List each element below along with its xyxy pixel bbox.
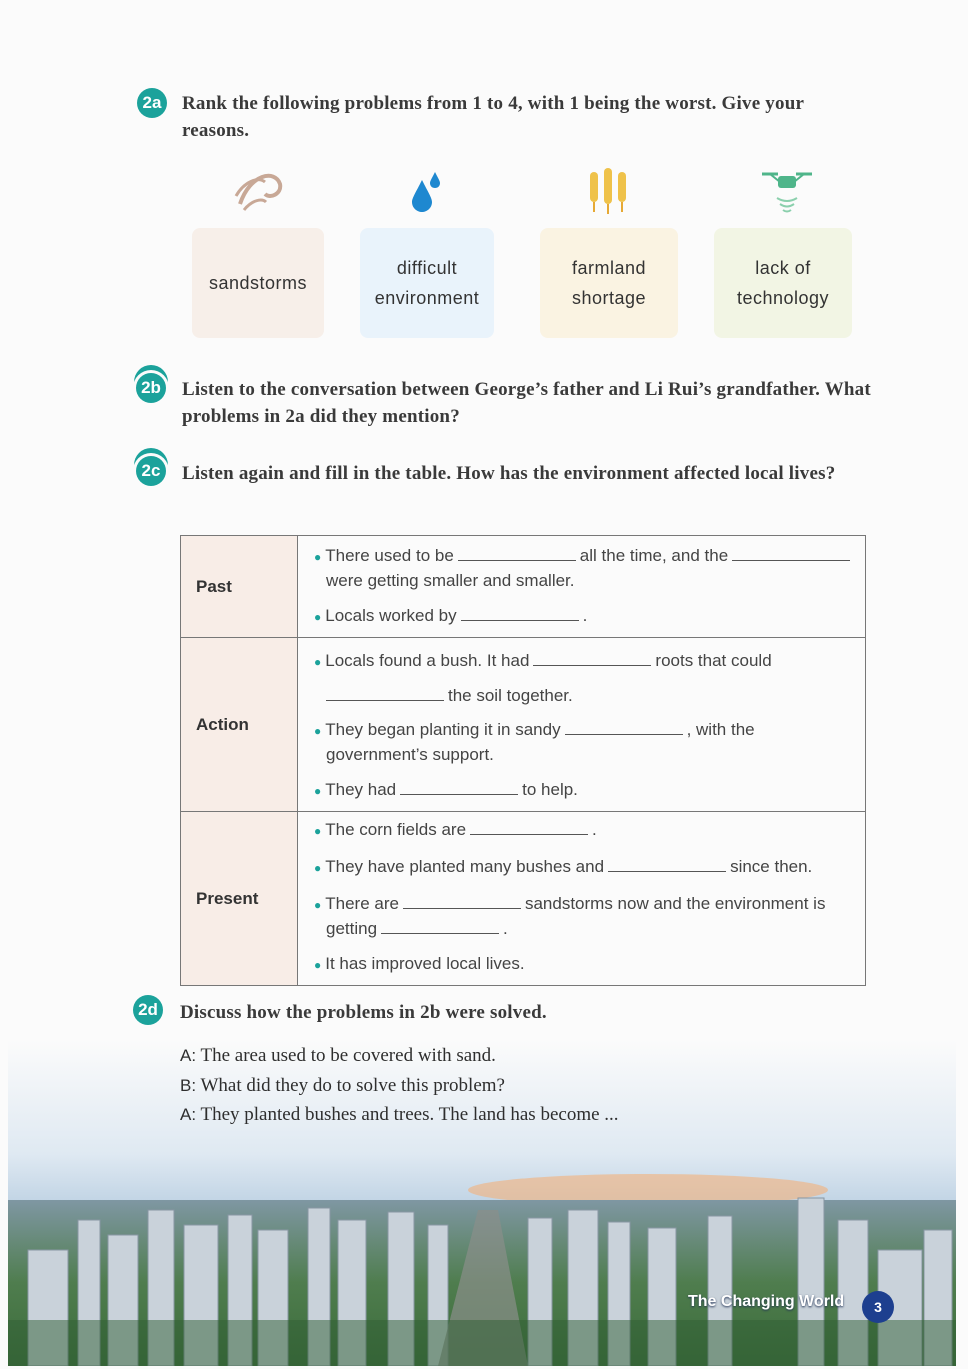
answer-blank[interactable]: [400, 780, 518, 795]
instruction-2c: Listen again and fill in the table. How has the environment affected local lives?: [182, 463, 836, 484]
problem-card-label: lack of technology: [736, 258, 830, 308]
answer-blank[interactable]: [461, 606, 579, 621]
answer-blank[interactable]: [403, 894, 521, 909]
table-line: ● Locals worked by .: [314, 606, 588, 625]
answer-blank[interactable]: [470, 820, 588, 835]
table-row-present: [181, 812, 866, 986]
instruction-2b: Listen to the conversation between George’s father and Li Rui’s grandfather. What problems in 2a did they mention?: [182, 379, 871, 427]
table-line: ● They began planting it in sandy , with the government’s support.: [314, 720, 755, 764]
instruction-2d: Discuss how the problems in 2b were solved.: [180, 1002, 547, 1023]
row-content: [298, 638, 866, 812]
wheat-icon: [585, 166, 631, 214]
answer-blank[interactable]: [381, 919, 499, 934]
drone-icon: [758, 168, 816, 216]
dialogue-line: A: They planted bushes and trees. The land has become ...: [180, 1104, 619, 1125]
section-badge-2c: 2c: [136, 456, 166, 486]
table-line: ● There are sandstorms now and the environment is getting .: [314, 894, 826, 938]
speaker: B:: [180, 1076, 197, 1095]
row-content: [298, 536, 866, 638]
answer-blank[interactable]: [608, 857, 726, 872]
row-header: Action: [181, 638, 298, 812]
speaker: A:: [180, 1046, 197, 1065]
problem-card-sandstorms: [192, 228, 324, 338]
speaker: A:: [180, 1105, 197, 1124]
section-badge-2a: 2a: [137, 88, 167, 118]
problem-card-lack-of-technology: [714, 228, 852, 338]
table-line: ● Locals found a bush. It had roots that could the soil together.: [314, 651, 772, 705]
table-row-past: [181, 536, 866, 638]
dialogue-line: A: The area used to be covered with sand.: [180, 1045, 496, 1066]
table-line: ● They had to help.: [314, 780, 578, 799]
table-line: ● The corn fields are .: [314, 820, 597, 839]
instruction-2a: Rank the following problems from 1 to 4, with 1 being the worst. Give your reasons.: [182, 93, 804, 141]
unit-title: The Changing World: [688, 1293, 845, 1310]
page-number: 3: [862, 1291, 894, 1323]
problem-card-difficult-environment: [360, 228, 494, 338]
answer-blank[interactable]: [326, 686, 444, 701]
fill-in-table: [180, 535, 866, 986]
table-line: ● There used to be all the time, and the were getting smaller and smaller.: [298, 544, 855, 592]
water-drop-icon: [408, 168, 444, 214]
table-line: ● It has improved local lives.: [314, 954, 525, 973]
wind-icon: [230, 164, 290, 214]
problem-card-label: difficult environment: [374, 258, 480, 308]
answer-blank[interactable]: [533, 651, 651, 666]
row-content: [298, 812, 866, 986]
problem-card-farmland-shortage: [540, 228, 678, 338]
problem-card-label: farmland shortage: [571, 258, 647, 308]
section-badge-2b: 2b: [136, 373, 166, 403]
row-header: Past: [181, 536, 298, 638]
row-header: Present: [181, 812, 298, 986]
answer-blank[interactable]: [732, 546, 850, 561]
table-row-action: [181, 638, 866, 812]
table-line: ● They have planted many bushes and since then.: [314, 857, 813, 876]
dialogue-line: B: What did they do to solve this problem?: [180, 1075, 505, 1096]
answer-blank[interactable]: [565, 720, 683, 735]
answer-blank[interactable]: [458, 546, 576, 561]
section-badge-2d: 2d: [133, 995, 163, 1025]
problem-card-label: sandstorms: [208, 273, 308, 293]
